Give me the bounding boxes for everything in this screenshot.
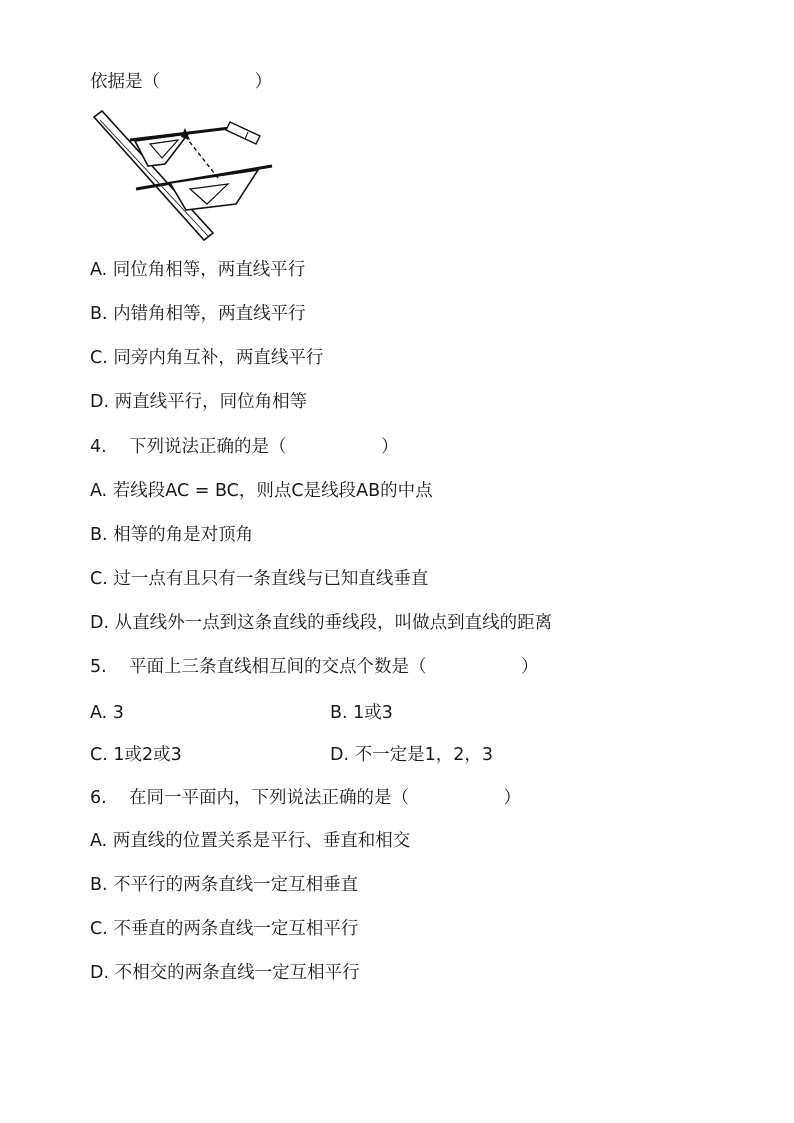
q6-option-c: C. 不垂直的两条直线一定互相平行	[90, 919, 359, 939]
q3-stem-tail: 依据是（ ）	[90, 72, 273, 92]
q4-option-c: C. 过一点有且只有一条直线与已知直线垂直	[90, 569, 429, 589]
q6-option-b: B. 不平行的两条直线一定互相垂直	[90, 875, 359, 895]
q6-option-d: D. 不相交的两条直线一定互相平行	[90, 963, 360, 983]
q6-option-a: A. 两直线的位置关系是平行、垂直和相交	[90, 831, 411, 851]
q3-option-d: D. 两直线平行，同位角相等	[90, 392, 308, 412]
q5-stem: 5. 平面上三条直线相互间的交点个数是（ ）	[90, 657, 539, 677]
q5-option-a: A. 3	[90, 703, 124, 723]
q4-option-d: D. 从直线外一点到这条直线的垂线段，叫做点到直线的距离	[90, 613, 553, 633]
q5-option-b: B. 1或3	[330, 703, 393, 723]
translation-arrow	[185, 136, 218, 178]
ruler-shape	[94, 111, 213, 240]
q4-stem: 4. 下列说法正确的是（ ）	[90, 437, 399, 457]
q5-option-d: D. 不一定是1，2，3	[330, 745, 494, 765]
q6-stem: 6. 在同一平面内，下列说法正确的是（ ）	[90, 788, 522, 808]
q4-option-b: B. 相等的角是对顶角	[90, 525, 254, 545]
q5-option-c: C. 1或2或3	[90, 745, 182, 765]
q3-option-c: C. 同旁内角互补，两直线平行	[90, 348, 324, 368]
q4-option-a: A. 若线段AC = BC，则点C是线段AB的中点	[90, 481, 433, 501]
q3-option-a: A. 同位角相等，两直线平行	[90, 260, 306, 280]
parallel-lines-figure	[90, 108, 280, 243]
pencil-icon	[226, 122, 260, 144]
q3-option-b: B. 内错角相等，两直线平行	[90, 304, 306, 324]
